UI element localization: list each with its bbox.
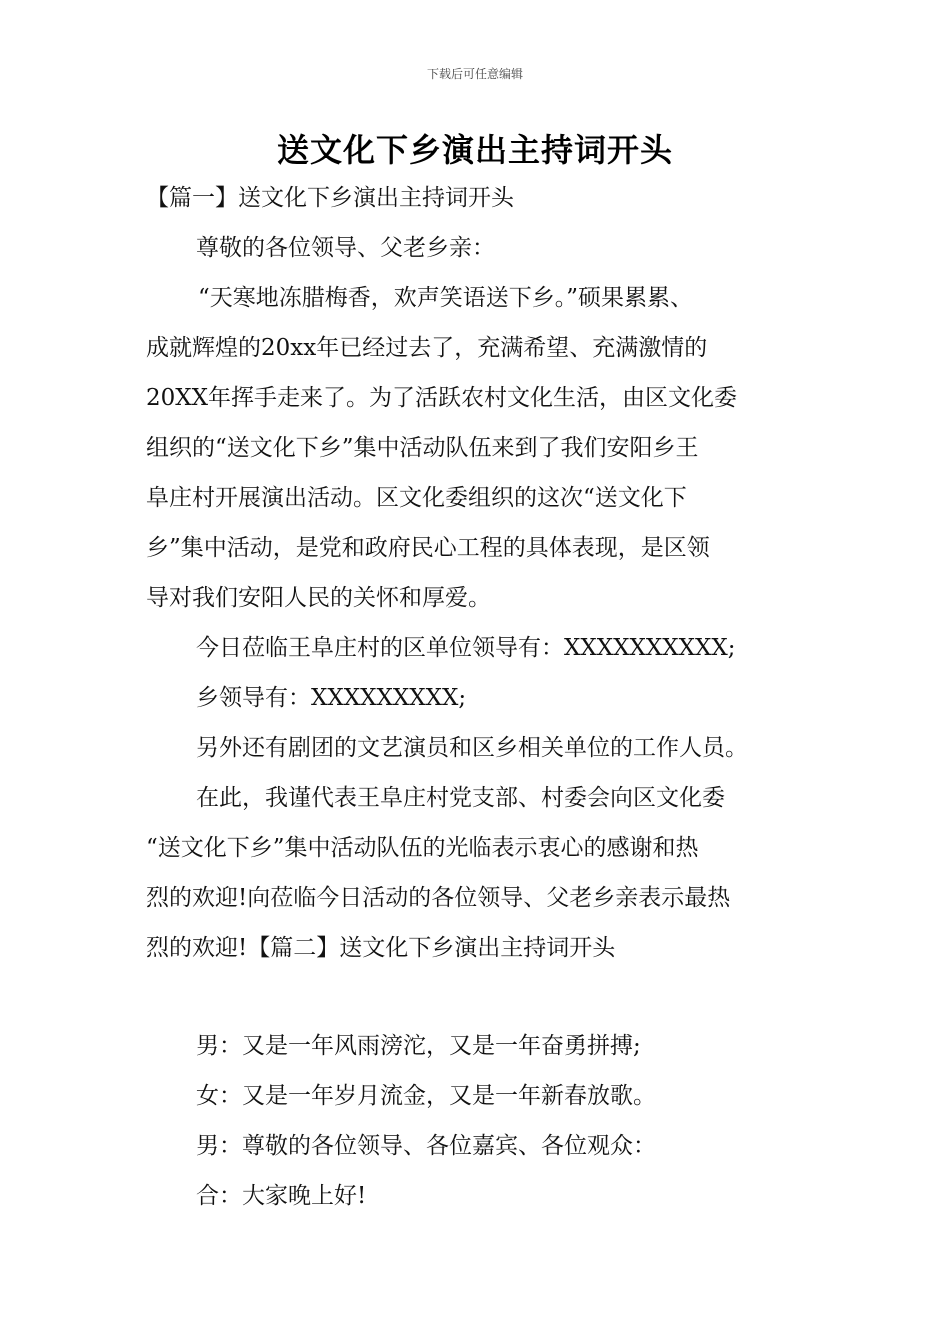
- dialogue-line: 男：又是一年风雨滂沱，又是一年奋勇拼搏;: [196, 1033, 641, 1059]
- paragraph-line: 在此，我谨代表王阜庄村党支部、村委会向区文化委: [196, 785, 725, 811]
- paragraph-line: 导对我们安阳人民的关怀和厚爱。: [146, 585, 491, 611]
- paragraph-line: 烈的欢迎!向莅临今日活动的各位领导、父老乡亲表示最热: [146, 885, 731, 911]
- document-title: 送文化下乡演出主持词开头: [276, 131, 673, 169]
- paragraph-line: 另外还有剧团的文艺演员和区乡相关单位的工作人员。: [196, 735, 748, 761]
- page-header-note: 下载后可任意编辑: [426, 67, 523, 81]
- dialogue-line: 合：大家晚上好!: [196, 1183, 367, 1209]
- section-heading-two-line: 烈的欢迎!【篇二】送文化下乡演出主持词开头: [146, 935, 616, 961]
- paragraph-line: 20XX年挥手走来了。为了活跃农村文化生活，由区文化委: [146, 385, 738, 411]
- paragraph-line: 阜庄村开展演出活动。区文化委组织的这次“送文化下: [146, 485, 687, 511]
- paragraph-line: 乡领导有：XXXXXXXXX;: [196, 685, 467, 711]
- paragraph-line: “送文化下乡”集中活动队伍的光临表示衷心的感谢和热: [146, 835, 699, 861]
- dialogue-line: 男：尊敬的各位领导、各位嘉宾、各位观众：: [196, 1133, 656, 1159]
- salutation-line: 尊敬的各位领导、父老乡亲：: [196, 235, 495, 261]
- dialogue-line: 女：又是一年岁月流金，又是一年新春放歌。: [196, 1083, 656, 1109]
- paragraph-line: 组织的“送文化下乡”集中活动队伍来到了我们安阳乡王: [146, 435, 699, 461]
- paragraph-line: 今日莅临王阜庄村的区单位领导有：XXXXXXXXXX;: [196, 635, 736, 661]
- paragraph-line: 乡”集中活动，是党和政府民心工程的具体表现，是区领: [146, 535, 710, 561]
- section-heading-one: 【篇一】送文化下乡演出主持词开头: [146, 185, 514, 211]
- paragraph-line: “天寒地冻腊梅香，欢声笑语送下乡。”硕果累累、: [198, 285, 694, 311]
- paragraph-line: 成就辉煌的20xx年已经过去了，充满希望、充满激情的: [146, 335, 708, 361]
